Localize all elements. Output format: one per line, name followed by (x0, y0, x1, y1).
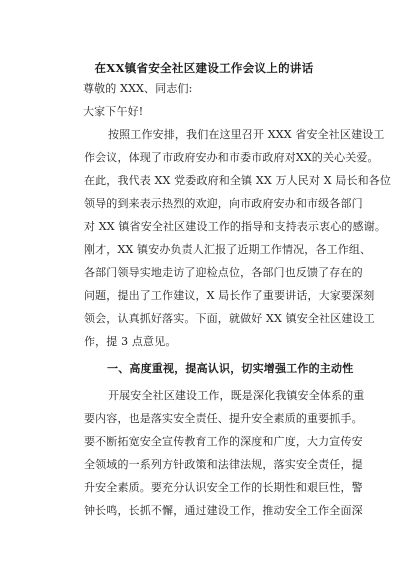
paragraph-line: 刚才，XX 镇安办负责人汇报了近期工作情况，各工作组、 (84, 243, 372, 256)
document-title: 在XX镇省安全社区建设工作会议上的讲话 (94, 61, 314, 75)
paragraph-line: 领会，认真抓好落实。下面，就做好 XX 镇安全社区建设工 (84, 312, 375, 325)
paragraph-line: 在此，我代表 XX 党委政府和全镇 XX 万人民对 X 局长和各位 (84, 174, 392, 187)
paragraph-line: 作会议，体现了市政府安办和市委市政府对XX的关心关爱。 (84, 151, 379, 164)
paragraph-line: 要不断拓宽安全宣传教育工作的深度和广度，大力宣传安 (84, 435, 363, 448)
paragraph-line: 升安全素质。要充分认识安全工作的长期性和艰巨性，警 (84, 481, 363, 494)
paragraph-line: 作，提 3 点意见。 (84, 335, 177, 348)
paragraph-line: 开展安全社区建设工作，既是深化我镇安全体系的重 (108, 389, 365, 402)
paragraph-line: 钟长鸣，长抓不懈，通过建设工作，推动安全工作全面深 (84, 504, 363, 517)
section-heading: 一、高度重视，提高认识，切实增强工作的主动性 (107, 362, 354, 375)
paragraph-line: 各部门领导实地走访了迎检点位，各部门也反馈了存在的 (84, 266, 363, 279)
paragraph-line: 要内容，也是落实安全责任、提升安全素质的重要抓手。 (84, 412, 363, 425)
paragraph-line: 全领域的一系列方针政策和法律法规，落实安全责任，提 (84, 458, 363, 471)
paragraph-line: 问题，提出了工作建议，X 局长作了重要讲话，大家要深刻 (84, 289, 375, 302)
paragraph-line: 按照工作安排，我们在这里召开 XXX 省安全社区建设工 (108, 128, 385, 141)
paragraph-line: 领导的到来表示热烈的欢迎，向市政府安办和市级各部门 (84, 197, 363, 210)
salutation: 尊敬的 XXX、同志们: (83, 82, 193, 95)
paragraph-line: 对 XX 镇省安全社区建设工作的指导和支持表示衷心的感谢。 (84, 220, 387, 233)
greeting: 大家下午好! (83, 105, 144, 118)
